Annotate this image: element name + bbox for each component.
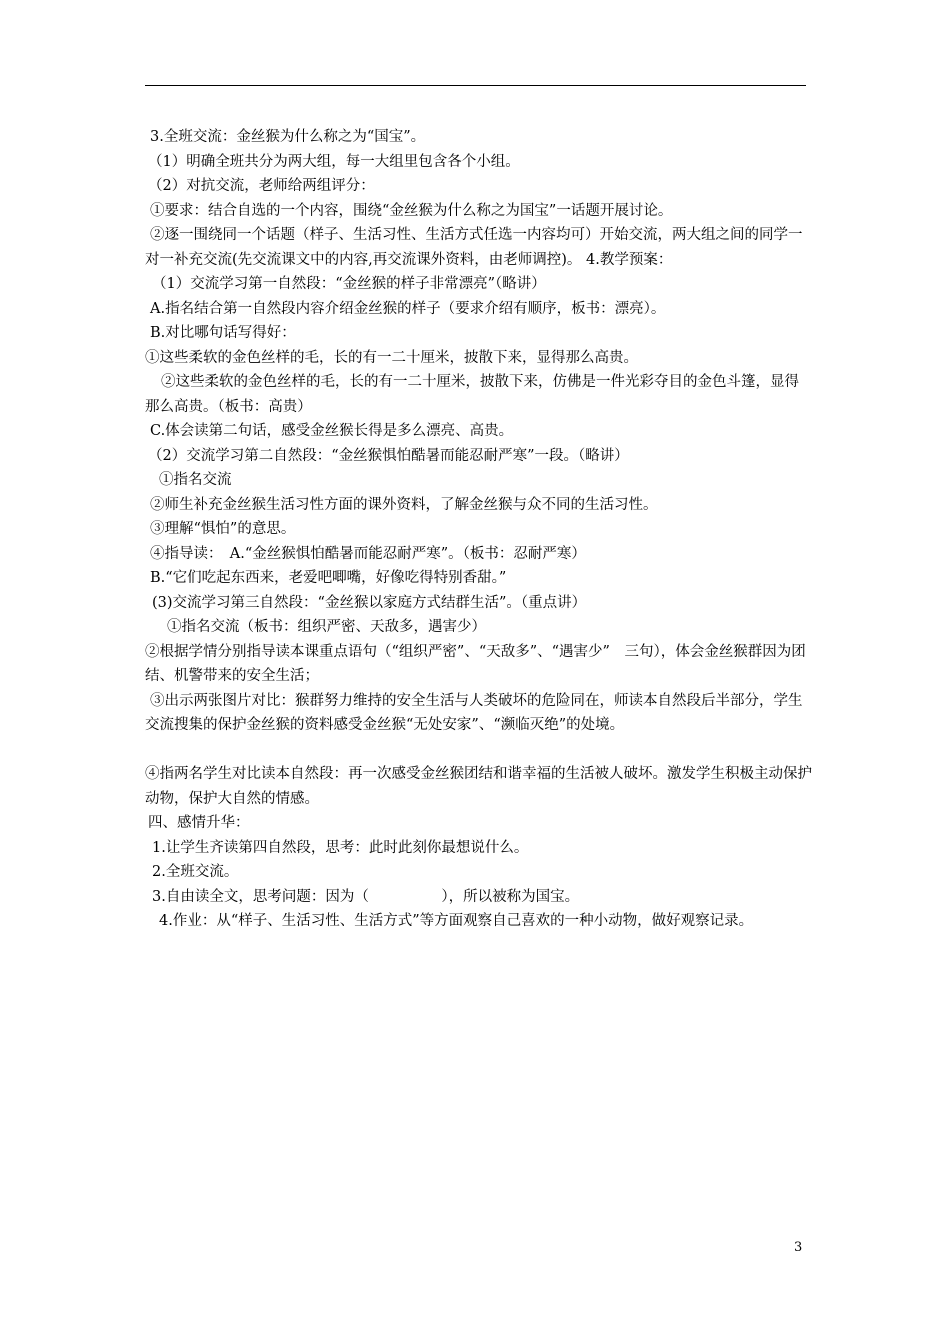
paragraph-understand-fear: ③理解“惧怕”的意思。 bbox=[150, 521, 296, 537]
paragraph-section-2: （2）交流学习第二自然段：“金丝猴惧怕酷暑而能忍耐严寒”一段。（略讲） bbox=[148, 447, 629, 464]
paragraph-supplement-materials: ②师生补充金丝猴生活习性方面的课外资料，了解金丝猴与众不同的生活习性。 bbox=[150, 496, 658, 513]
blank-line bbox=[145, 738, 813, 763]
paragraph-picture-comparison: ③出示两张图片对比：猴群努力维持的安全生活与人类破坏的危险同在，师读本自然段后半部分，学生交流搜集的保护金丝猴的资料感受金丝猴“无处安家”、“濒临灭绝”的处境。 bbox=[145, 692, 803, 733]
paragraph-exchange-4-teaching-plan: ②逐一围绕同一个话题（样子、生活习性、生活方式任选一内容均可）开始交流，两大组之间的同学一对一补充交流(先交流课文中的内容,再交流课外资料，由老师调控)。 4.教学预案： bbox=[145, 227, 803, 268]
paragraph-read-fourth: 1.让学生齐读第四自然段，思考：此时此刻你最想说什么。 bbox=[152, 839, 529, 856]
paragraph-c-experience: C.体会读第二句话，感受金丝猴长得是多么漂亮、高贵。 bbox=[150, 423, 514, 439]
paragraph-requirement: ①要求：结合自选的一个内容，围绕“金丝猴为什么称之为国宝”一话题开展讨论。 bbox=[150, 202, 673, 219]
paragraph-sentence-2: ②这些柔软的金色丝样的毛，长的有一二十厘米，披散下来，仿佛是一件光彩夺目的金色斗篷，显得那么高贵。（板书：高贵） bbox=[145, 374, 799, 415]
paragraph-item-1: （1）明确全班共分为两大组，每一大组里包含各个小组。 bbox=[148, 153, 520, 170]
paragraph-a-introduce: A.指名结合第一自然段内容介绍金丝猴的样子（要求介绍有顺序，板书：漂亮）。 bbox=[150, 300, 666, 317]
paragraph-name-exchange: ①指名交流 bbox=[159, 472, 232, 488]
paragraph-guided-reading: ④指导读： A.“金丝猴惧怕酷暑而能忍耐严寒”。（板书：忍耐严寒） bbox=[150, 545, 586, 562]
header-rule bbox=[145, 85, 806, 86]
paragraph-name-exchange-3: ①指名交流（板书：组织严密、天敌多，遇害少） bbox=[167, 619, 486, 635]
paragraph-b-compare: B.对比哪句话写得好： bbox=[150, 325, 296, 341]
page-number: 3 bbox=[794, 1240, 803, 1255]
paragraph-contrast-reading: ④指两名学生对比读本自然段：再一次感受金丝猴团结和谐幸福的生活被人破坏。激发学生积极主动保护动物，保护大自然的情感。 bbox=[145, 766, 812, 807]
paragraph-free-reading: 3.自由读全文，思考问题：因为（ ），所以被称为国宝。 bbox=[152, 888, 580, 905]
paragraph-b-quote: B.“它们吃起东西来，老爱吧唧嘴，好像吃得特别香甜。” bbox=[150, 570, 507, 586]
paragraph-sentence-1: ①这些柔软的金色丝样的毛，长的有一二十厘米，披散下来，显得那么高贵。 bbox=[145, 349, 638, 366]
paragraph-section-3: (3)交流学习第三自然段：“金丝猴以家庭方式结群生活”。（重点讲） bbox=[152, 594, 587, 611]
paragraph-section-1: （1）交流学习第一自然段：“金丝猴的样子非常漂亮”（略讲） bbox=[152, 276, 546, 292]
page-body bbox=[145, 125, 813, 934]
paragraph-class-exchange: 2.全班交流。 bbox=[152, 864, 239, 880]
paragraph-item-2: （2）对抗交流，老师给两组评分： bbox=[148, 178, 375, 194]
section-heading-emotion: 四、感情升华： bbox=[148, 815, 250, 831]
paragraph-3-class-exchange: 3.全班交流：金丝猴为什么称之为“国宝”。 bbox=[150, 129, 426, 145]
paragraph-guided-key-sentences: ②根据学情分别指导读本课重点语句（“组织严密”、“天敌多”、“遇害少” 三句），体会金丝猴群因为团结、机警带来的安全生活； bbox=[145, 643, 806, 684]
paragraph-homework: 4.作业：从“样子、生活习性、生活方式”等方面观察自己喜欢的一种小动物，做好观察记录。 bbox=[159, 913, 754, 929]
